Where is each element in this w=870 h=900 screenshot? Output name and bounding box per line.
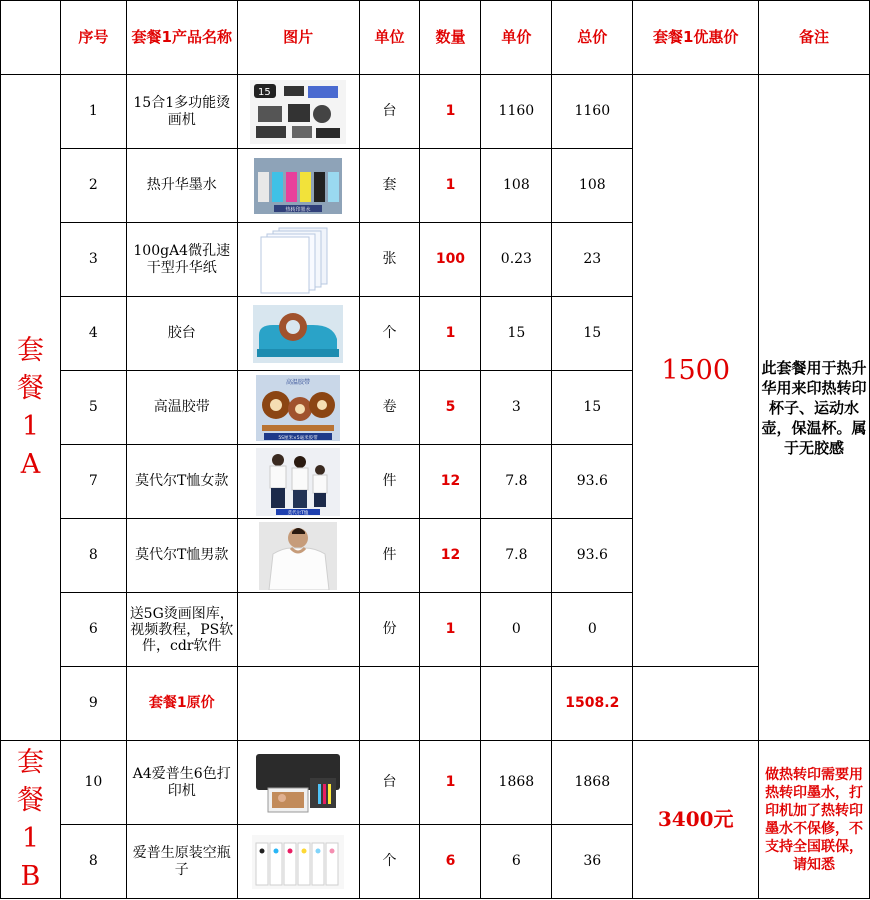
package-a-price: 1500 bbox=[633, 75, 759, 667]
row-qty: 12 bbox=[420, 519, 481, 593]
row-discount-empty bbox=[633, 667, 759, 741]
package-a-label: 套餐1A bbox=[1, 75, 61, 741]
row-price: 0.23 bbox=[481, 223, 552, 297]
row-qty: 12 bbox=[420, 445, 481, 519]
row-unit: 个 bbox=[359, 297, 420, 371]
row-no: 3 bbox=[60, 223, 126, 297]
row-unit: 张 bbox=[359, 223, 420, 297]
header-total: 总价 bbox=[552, 1, 633, 75]
header-unit-price: 单价 bbox=[481, 1, 552, 75]
row-image-empty bbox=[237, 667, 359, 741]
row-price: 7.8 bbox=[481, 445, 552, 519]
row-qty: 5 bbox=[420, 371, 481, 445]
row-no: 2 bbox=[60, 149, 126, 223]
header-no: 序号 bbox=[60, 1, 126, 75]
row-total: 15 bbox=[552, 297, 633, 371]
product-image-paper bbox=[237, 223, 359, 297]
row-price: 15 bbox=[481, 297, 552, 371]
row-total: 36 bbox=[552, 825, 633, 899]
original-price-total: 1508.2 bbox=[552, 667, 633, 741]
row-no: 4 bbox=[60, 297, 126, 371]
row-unit: 台 bbox=[359, 75, 420, 149]
row-price: 0 bbox=[481, 593, 552, 667]
row-qty: 1 bbox=[420, 741, 481, 825]
row-no: 10 bbox=[60, 741, 126, 825]
row-name: A4爱普生6色打印机 bbox=[126, 741, 237, 825]
row-unit: 件 bbox=[359, 519, 420, 593]
product-image-tshirt-women bbox=[237, 445, 359, 519]
tshirt-caption-text: 莫代尔T恤 bbox=[287, 510, 309, 516]
row-price-empty bbox=[481, 667, 552, 741]
row-no: 9 bbox=[60, 667, 126, 741]
table-row bbox=[1, 741, 870, 825]
row-total: 1160 bbox=[552, 75, 633, 149]
original-price-label: 套餐1原价 bbox=[126, 667, 237, 741]
row-price: 108 bbox=[481, 149, 552, 223]
row-qty-empty bbox=[420, 667, 481, 741]
header-discount-price: 套餐1优惠价 bbox=[633, 1, 759, 75]
row-name: 莫代尔T恤男款 bbox=[126, 519, 237, 593]
package-b-note: 做热转印需要用热转印墨水，打印机加了热转印墨水不保修，不支持全国联保，请知悉 bbox=[759, 741, 870, 899]
row-no: 6 bbox=[60, 593, 126, 667]
ink-caption-text: 热转印墨水 bbox=[285, 206, 311, 213]
header-unit: 单位 bbox=[359, 1, 420, 75]
row-name: 莫代尔T恤女款 bbox=[126, 445, 237, 519]
package-b-price: 3400元 bbox=[633, 741, 759, 899]
product-image-heat-press bbox=[237, 75, 359, 149]
row-total: 23 bbox=[552, 223, 633, 297]
row-total: 93.6 bbox=[552, 519, 633, 593]
row-no: 5 bbox=[60, 371, 126, 445]
row-unit: 台 bbox=[359, 741, 420, 825]
row-total: 1868 bbox=[552, 741, 633, 825]
row-name: 胶台 bbox=[126, 297, 237, 371]
row-total: 93.6 bbox=[552, 445, 633, 519]
row-price: 1160 bbox=[481, 75, 552, 149]
row-qty: 1 bbox=[420, 297, 481, 371]
product-image-ink bbox=[237, 149, 359, 223]
product-image-printer bbox=[237, 741, 359, 825]
package-a-note: 此套餐用于热升华用来印热转印杯子、运动水壶，保温杯。属于无胶感 bbox=[759, 75, 870, 741]
row-total: 0 bbox=[552, 593, 633, 667]
row-unit: 套 bbox=[359, 149, 420, 223]
row-no: 8 bbox=[60, 825, 126, 899]
row-no: 8 bbox=[60, 519, 126, 593]
row-unit: 卷 bbox=[359, 371, 420, 445]
row-total: 108 bbox=[552, 149, 633, 223]
header-note: 备注 bbox=[759, 1, 870, 75]
product-image-tape bbox=[237, 371, 359, 445]
row-no: 1 bbox=[60, 75, 126, 149]
row-price: 7.8 bbox=[481, 519, 552, 593]
row-name: 15合1多功能烫画机 bbox=[126, 75, 237, 149]
row-name: 热升华墨水 bbox=[126, 149, 237, 223]
header-name: 套餐1产品名称 bbox=[126, 1, 237, 75]
product-image-tshirt-men bbox=[237, 519, 359, 593]
row-unit: 个 bbox=[359, 825, 420, 899]
row-price: 6 bbox=[481, 825, 552, 899]
row-unit: 份 bbox=[359, 593, 420, 667]
machine-badge-text: 15 bbox=[258, 86, 271, 98]
product-image-tape-dispenser bbox=[237, 297, 359, 371]
row-name: 100gA4微孔速干型升华纸 bbox=[126, 223, 237, 297]
row-unit-empty bbox=[359, 667, 420, 741]
row-price: 3 bbox=[481, 371, 552, 445]
table-row bbox=[1, 75, 870, 149]
package-b-label: 套餐1B bbox=[1, 741, 61, 899]
row-name: 爱普生原装空瓶子 bbox=[126, 825, 237, 899]
row-qty: 1 bbox=[420, 593, 481, 667]
original-price-row bbox=[1, 667, 870, 741]
header-row bbox=[1, 1, 870, 75]
row-total: 15 bbox=[552, 371, 633, 445]
row-qty: 1 bbox=[420, 149, 481, 223]
row-qty: 6 bbox=[420, 825, 481, 899]
row-qty: 100 bbox=[420, 223, 481, 297]
row-name: 送5G烫画图库，视频教程，PS软件，cdr软件 bbox=[126, 593, 237, 667]
product-image-bottles bbox=[237, 825, 359, 899]
row-unit: 件 bbox=[359, 445, 420, 519]
header-qty: 数量 bbox=[420, 1, 481, 75]
row-price: 1868 bbox=[481, 741, 552, 825]
row-qty: 1 bbox=[420, 75, 481, 149]
header-image: 图片 bbox=[237, 1, 359, 75]
tape-top-text: 高温胶带 bbox=[286, 378, 311, 386]
header-blank bbox=[1, 1, 61, 75]
tape-caption-text: 5S厘米×5毫米胶带 bbox=[278, 435, 318, 441]
row-no: 7 bbox=[60, 445, 126, 519]
row-image-empty bbox=[237, 593, 359, 667]
row-name: 高温胶带 bbox=[126, 371, 237, 445]
